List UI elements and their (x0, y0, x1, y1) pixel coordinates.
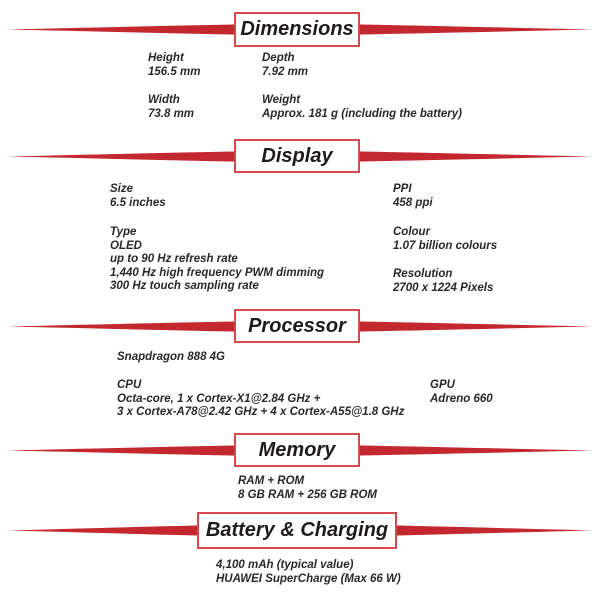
spec-value: 1,440 Hz high frequency PWM dimming (110, 266, 325, 279)
spec-size (110, 183, 166, 210)
spec-label: Height (148, 52, 184, 64)
spec-ppi (393, 183, 433, 210)
spec-label: Colour (393, 226, 431, 238)
spec-label: Weight (262, 94, 301, 106)
ribbon-left-icon (8, 444, 238, 457)
spec-value: 3 x Cortex-A78@2.42 GHz + 4 x Cortex-A55@1.8 GHz (117, 406, 405, 418)
spec-value: 458 ppi (393, 196, 433, 209)
ribbon-right-icon (356, 23, 592, 36)
spec-value: 8 GB RAM + 256 GB ROM (238, 488, 377, 501)
section-title-box (234, 433, 360, 467)
spec-value: 4,100 mAh (typical value) (216, 559, 354, 571)
section-title-box (234, 309, 360, 343)
section-title: Memory (258, 438, 336, 461)
spec-value: Octa-core, 1 x Cortex-X1@2.84 GHz + (117, 392, 321, 405)
spec-value: 1.07 billion colours (393, 239, 498, 252)
section-title: Display (261, 144, 333, 167)
ribbon-right-icon (356, 444, 592, 457)
spec-ram-rom (238, 475, 377, 502)
spec-depth (262, 52, 308, 79)
spec-label: Resolution (393, 268, 453, 280)
ribbon-left-icon (8, 524, 201, 537)
spec-label: GPU (430, 379, 455, 391)
section-title-box (197, 512, 397, 549)
spec-gpu (430, 379, 493, 406)
ribbon-right-icon (356, 320, 592, 333)
ribbon-left-icon (8, 320, 238, 333)
spec-battery (216, 559, 401, 586)
section-title-box (234, 139, 360, 173)
spec-label: Depth (262, 52, 295, 64)
spec-weight (262, 94, 462, 121)
ribbon-left-icon (8, 150, 238, 163)
spec-value: OLED (110, 239, 142, 252)
section-title: Battery & Charging (205, 519, 389, 541)
spec-label: Size (110, 183, 134, 195)
spec-chipset (117, 351, 225, 365)
section-title-box (234, 12, 360, 47)
section-title: Processor (248, 314, 346, 337)
ribbon-left-icon (8, 23, 238, 36)
spec-value: Snapdragon 888 4G (117, 351, 226, 363)
spec-value: 73.8 mm (148, 107, 195, 120)
spec-value: 6.5 inches (110, 196, 166, 209)
spec-label: PPI (393, 183, 412, 195)
spec-label: CPU (117, 379, 142, 391)
section-title: Dimensions (240, 18, 354, 40)
spec-value: up to 90 Hz refresh rate (110, 253, 238, 265)
spec-resolution (393, 268, 493, 295)
spec-colour (393, 226, 497, 253)
spec-height (148, 52, 200, 79)
spec-label: Type (110, 226, 137, 238)
ribbon-right-icon (393, 524, 592, 537)
spec-value: HUAWEI SuperCharge (Max 66 W) (216, 572, 401, 585)
spec-value: 300 Hz touch sampling rate (110, 280, 259, 292)
spec-cpu (117, 379, 404, 420)
spec-value: Approx. 181 g (including the battery) (262, 107, 462, 120)
spec-type (110, 226, 324, 294)
spec-label: RAM + ROM (238, 475, 305, 487)
spec-value: Adreno 660 (430, 392, 493, 405)
spec-value: 7.92 mm (262, 65, 309, 78)
spec-label: Width (148, 94, 180, 106)
spec-value: 156.5 mm (148, 65, 201, 78)
spec-width (148, 94, 194, 121)
ribbon-right-icon (356, 150, 592, 163)
spec-value: 2700 x 1224 Pixels (393, 281, 494, 294)
